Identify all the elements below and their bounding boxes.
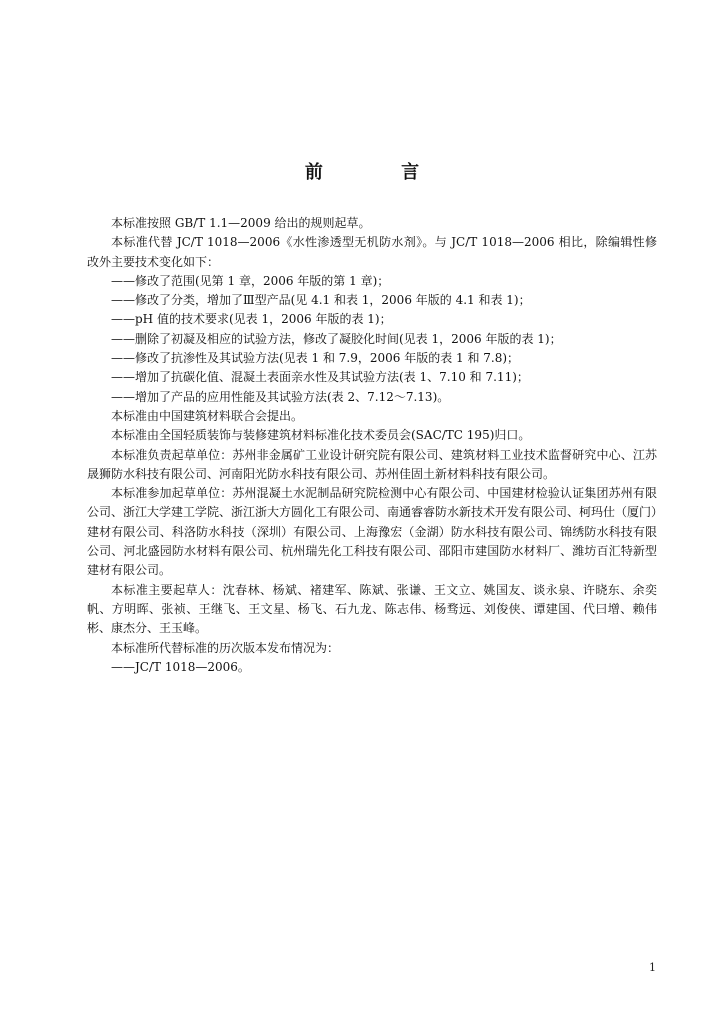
change-item-scope: ——修改了范围(见第 1 章，2006 年版的第 1 章)； xyxy=(111,273,390,288)
paragraph-participating-drafters: 本标准参加起草单位：苏州混凝土水泥制品研究院检测中心有限公司、中国建材检验认证集团苏州有限公司、浙江大学建工学院、浙江浙大方圆化工有限公司、南通睿睿防水新技术开发有限公司、柯玛仕（厦门）建材有限公司、科洛防水科技（深圳）有限公司、上海豫宏（金湖）防水科技有限公司、锦绣防水科技有限公司、河北盛园防水材料有限公司、杭州瑞先化工科技有限公司、邵阳市建国防水材料厂、潍坊百汇特新型建材有限公司。 xyxy=(87,486,658,578)
paragraph-drafting-rules: 本标准按照 GB/T 1.1—2009 给出的规则起草。 xyxy=(111,216,371,230)
change-item-ph: ——pH 值的技术要求(见表 1，2006 年版的表 1)； xyxy=(111,312,392,327)
change-item-classification: ——修改了分类，增加了Ⅲ型产品(见 4.1 和表 1，2006 年版的 4.1 和表 1)； xyxy=(111,293,531,308)
history-item: ——JC/T 1018—2006。 xyxy=(111,659,250,674)
paragraph-centralized-by: 本标准由全国轻质装饰与装修建筑材料标准化技术委员会(SAC/TC 195)归口。 xyxy=(111,428,531,443)
page-title: 前 言 xyxy=(304,162,456,183)
change-item-application: ——增加了产品的应用性能及其试验方法(表 2、7.12～7.13)。 xyxy=(111,389,450,404)
page-number: 1 xyxy=(649,961,656,974)
paragraph-responsible-drafters: 本标准负责起草单位：苏州非金属矿工业设计研究院有限公司、建筑材料工业技术监督研究中心、江苏晟狮防水科技有限公司、河南阳光防水科技有限公司、苏州佳固土新材料科技有限公司。 xyxy=(87,447,657,481)
foreword-body xyxy=(87,214,657,677)
paragraph-replacement: 本标准代替 JC/T 1018—2006《水性渗透型无机防水剂》。与 JC/T 1018—2006 相比，除编辑性修改外主要技术变化如下： xyxy=(87,235,657,269)
paragraph-history-intro: 本标准所代替标准的历次版本发布情况为： xyxy=(111,640,340,655)
paragraph-proposed-by: 本标准由中国建筑材料联合会提出。 xyxy=(111,408,304,423)
change-item-impermeability: ——修改了抗渗性及其试验方法(见表 1 和 7.9，2006 年版的表 1 和 7.8)； xyxy=(111,351,520,366)
change-item-carbonation: ——增加了抗碳化值、混凝土表面亲水性及其试验方法(表 1、7.10 和 7.11)； xyxy=(111,370,529,385)
change-item-setting: ——删除了初凝及相应的试验方法，修改了凝胶化时间(见表 1，2006 年版的表 1)； xyxy=(111,331,562,346)
paragraph-main-drafters: 本标准主要起草人：沈春林、杨斌、褚建军、陈斌、张谦、王文立、姚国友、谈永泉、许晓东、余奕帆、方明晖、张祯、王继飞、王文星、杨飞、石九龙、陈志伟、杨骛远、刘俊侠、谭建国、代曰增、赖伟彬、康杰分、王玉峰。 xyxy=(87,582,657,636)
